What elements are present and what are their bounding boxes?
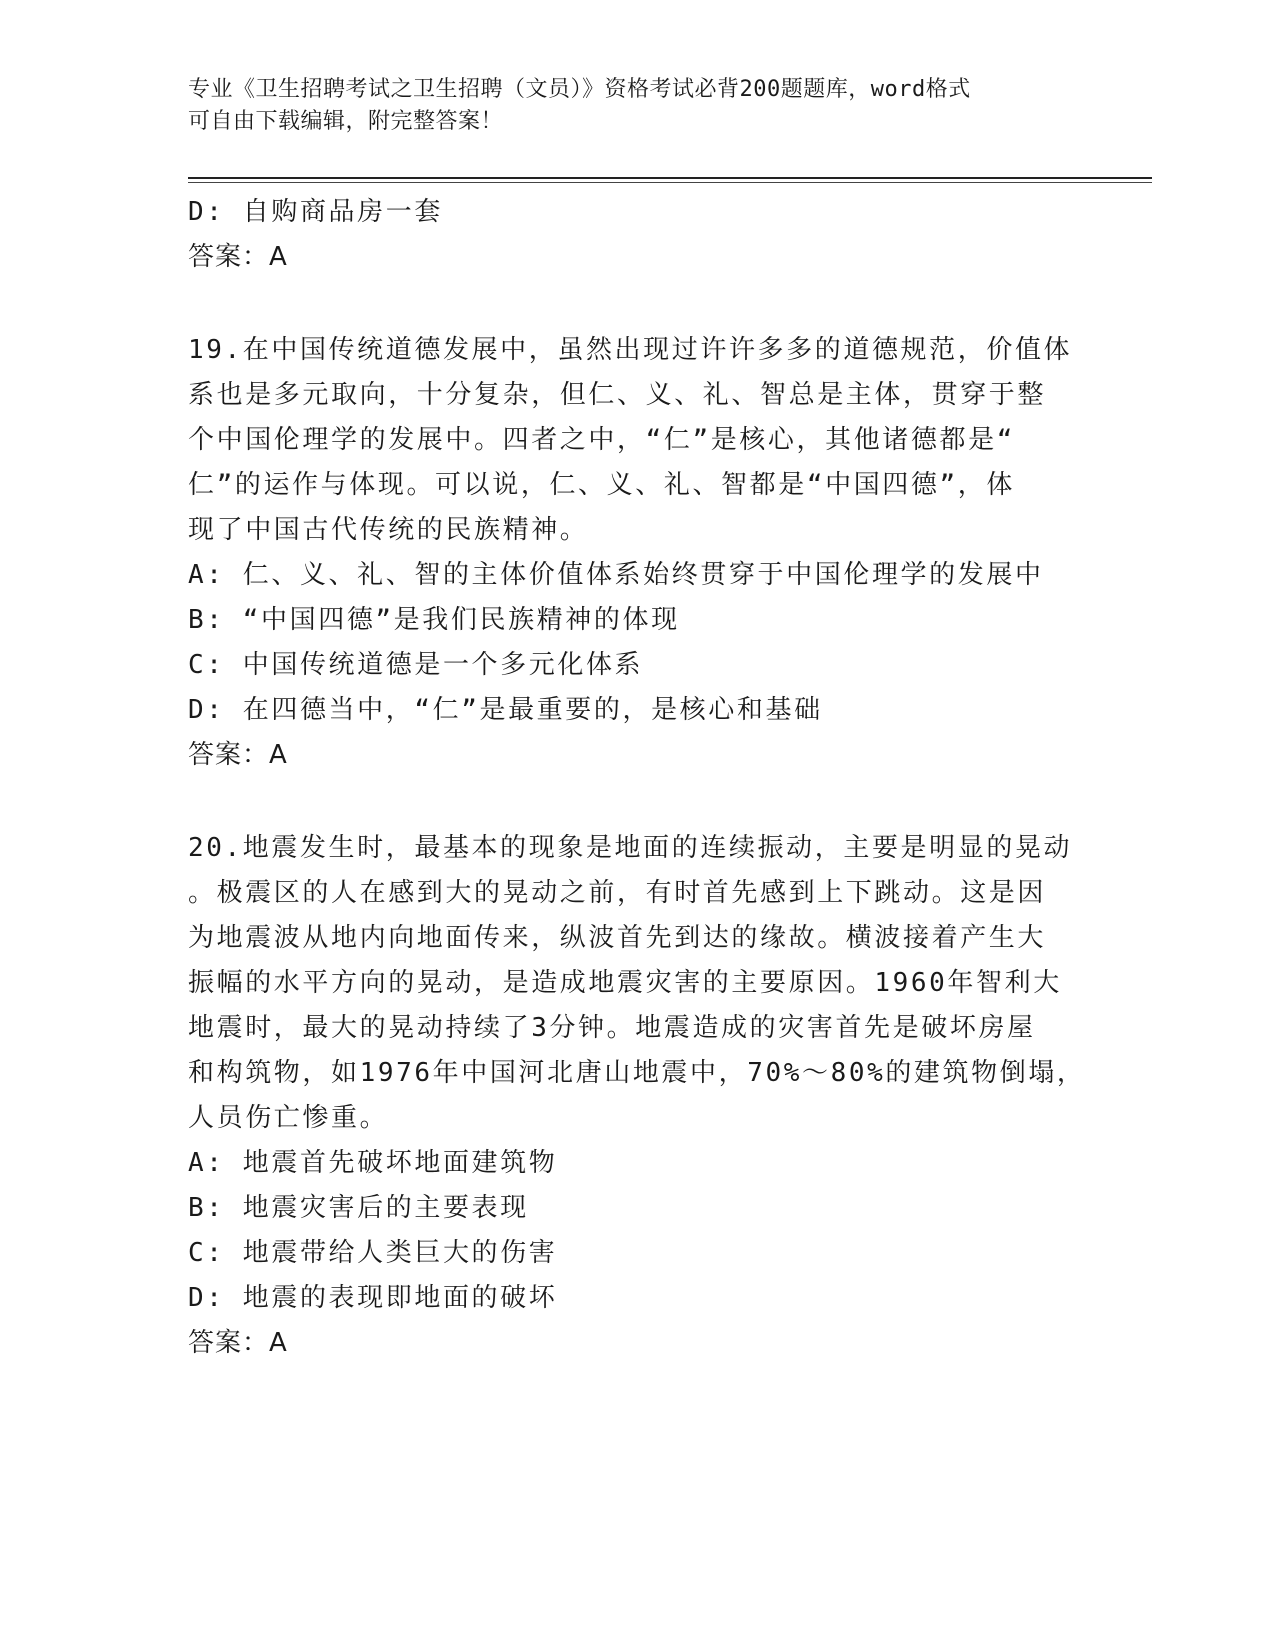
document-header [188, 74, 1068, 138]
stem-line: 为地震波从地内向地面传来，纵波首先到达的缘故。横波接着产生大 [188, 923, 1047, 953]
stem-line: 现了中国古代传统的民族精神。 [188, 515, 589, 545]
stem-line: 19.在中国传统道德发展中，虽然出现过许许多多的道德规范，价值体 [188, 335, 1073, 365]
question-20 [188, 826, 1088, 1366]
header-title-line-1: 专业《卫生招聘考试之卫生招聘（文员）》资格考试必背200题题库，word格式 [188, 77, 971, 102]
stem-line: 系也是多元取向，十分复杂，但仁、义、礼、智总是主体，贯穿于整 [188, 380, 1047, 410]
option-d: D: 地震的表现即地面的破坏 [188, 1283, 558, 1313]
question-19 [188, 328, 1088, 778]
stem-line: 个中国伦理学的发展中。四者之中，“仁”是核心，其他诸德都是“ [188, 425, 1015, 455]
option-b: B: 地震灾害后的主要表现 [188, 1193, 529, 1223]
option-c: C: 地震带给人类巨大的伤害 [188, 1238, 558, 1268]
stem-line: 20.地震发生时，最基本的现象是地面的连续振动，主要是明显的晃动 [188, 833, 1073, 863]
answer-line: 答案：A [188, 1328, 288, 1358]
option-c: C: 中国传统道德是一个多元化体系 [188, 650, 644, 680]
stem-line: 振幅的水平方向的晃动，是造成地震灾害的主要原因。1960年智利大 [188, 968, 1062, 998]
stem-line: 仁”的运作与体现。可以说，仁、义、礼、智都是“中国四德”，体 [188, 470, 1015, 500]
stem-line: 和构筑物，如1976年中国河北唐山地震中，70%～80%的建筑物倒塌， [188, 1058, 1086, 1088]
option-b: B: “中国四德”是我们民族精神的体现 [188, 605, 680, 635]
header-divider-thick [188, 177, 1152, 179]
stem-line: 。极震区的人在感到大的晃动之前，有时首先感到上下跳动。这是因 [188, 878, 1047, 908]
header-title-line-2: 可自由下载编辑，附完整答案！ [188, 109, 504, 134]
header-divider-thin [188, 182, 1152, 183]
stem-line: 地震时，最大的晃动持续了3分钟。地震造成的灾害首先是破坏房屋 [188, 1013, 1036, 1043]
question-stem [188, 826, 1088, 1141]
option-a: A: 仁、义、礼、智的主体价值体系始终贯穿于中国伦理学的发展中 [188, 560, 1044, 590]
answer-line: 答案：A [188, 242, 288, 272]
option-d: D: 自购商品房一套 [188, 197, 443, 227]
question-stem [188, 328, 1088, 553]
answer-line: 答案：A [188, 740, 288, 770]
option-d: D: 在四德当中，“仁”是最重要的，是核心和基础 [188, 695, 823, 725]
stem-line: 人员伤亡惨重。 [188, 1103, 389, 1133]
document-body [188, 190, 1088, 1366]
previous-question-tail [188, 190, 1088, 280]
option-a: A: 地震首先破坏地面建筑物 [188, 1148, 558, 1178]
